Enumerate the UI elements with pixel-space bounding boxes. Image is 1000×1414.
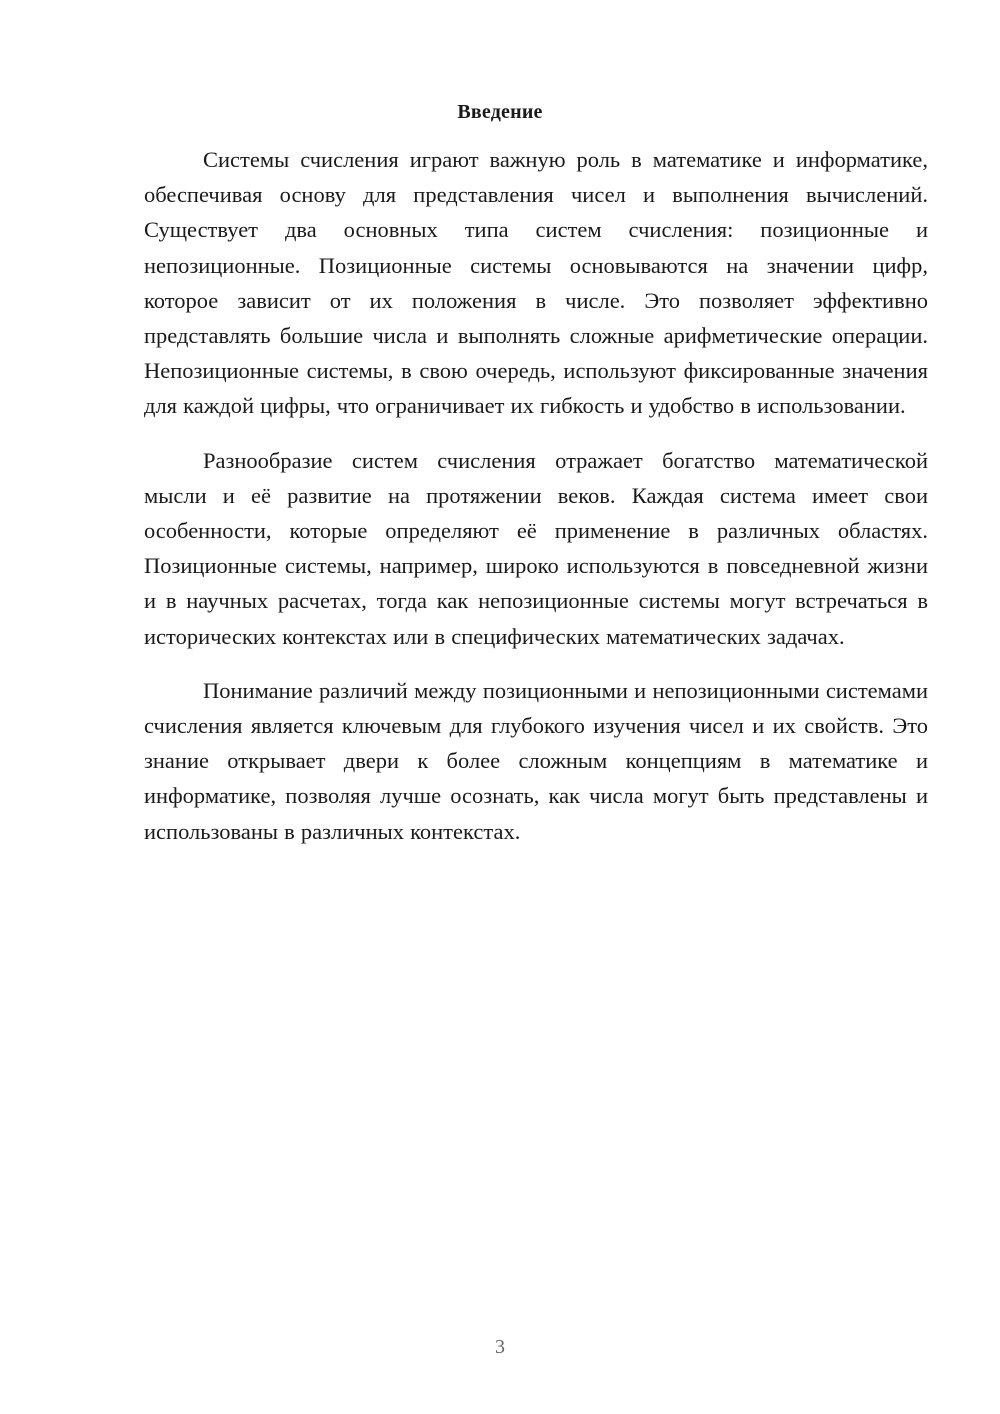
paragraph-1: Системы счисления играют важную роль в математике и информатике, обеспечивая основу для представления чисел и выполнения вычислений. Существует два основных типа систем счисления: позиционные и непозиционные. Позиционные системы основываются на значении цифр, которое зависит от их положения в числе. Это позволяет эффективно представлять большие числа и выполнять сложные арифметические операции. Непозиционные системы, в свою очередь, используют фиксированные значения для каждой цифры, что ограничивает их гибкость и удобство в использовании. [144, 147, 928, 419]
paragraph-3: Понимание различий между позиционными и непозиционными системами счисления является ключевым для глубокого изучения чисел и их свойств. Это знание открывает двери к более сложным концепциям в математике и информатике, позволяя лучше осознать, как числа могут быть представлены и использованы в различных контекстах. [144, 677, 928, 844]
body-text [144, 142, 928, 868]
page-title: Введение [457, 101, 543, 123]
page-number: 3 [495, 1336, 505, 1358]
paragraph-2: Разнообразие систем счисления отражает богатство математической мысли и её развитие на протяжении веков. Каждая система имеет свои особенности, которые определяют её применение в различных областях. Позиционные системы, например, широко используются в повседневной жизни и в научных расчетах, тогда как непозиционные системы могут встречаться в исторических контекстах или в специфических математических задачах. [144, 447, 928, 649]
